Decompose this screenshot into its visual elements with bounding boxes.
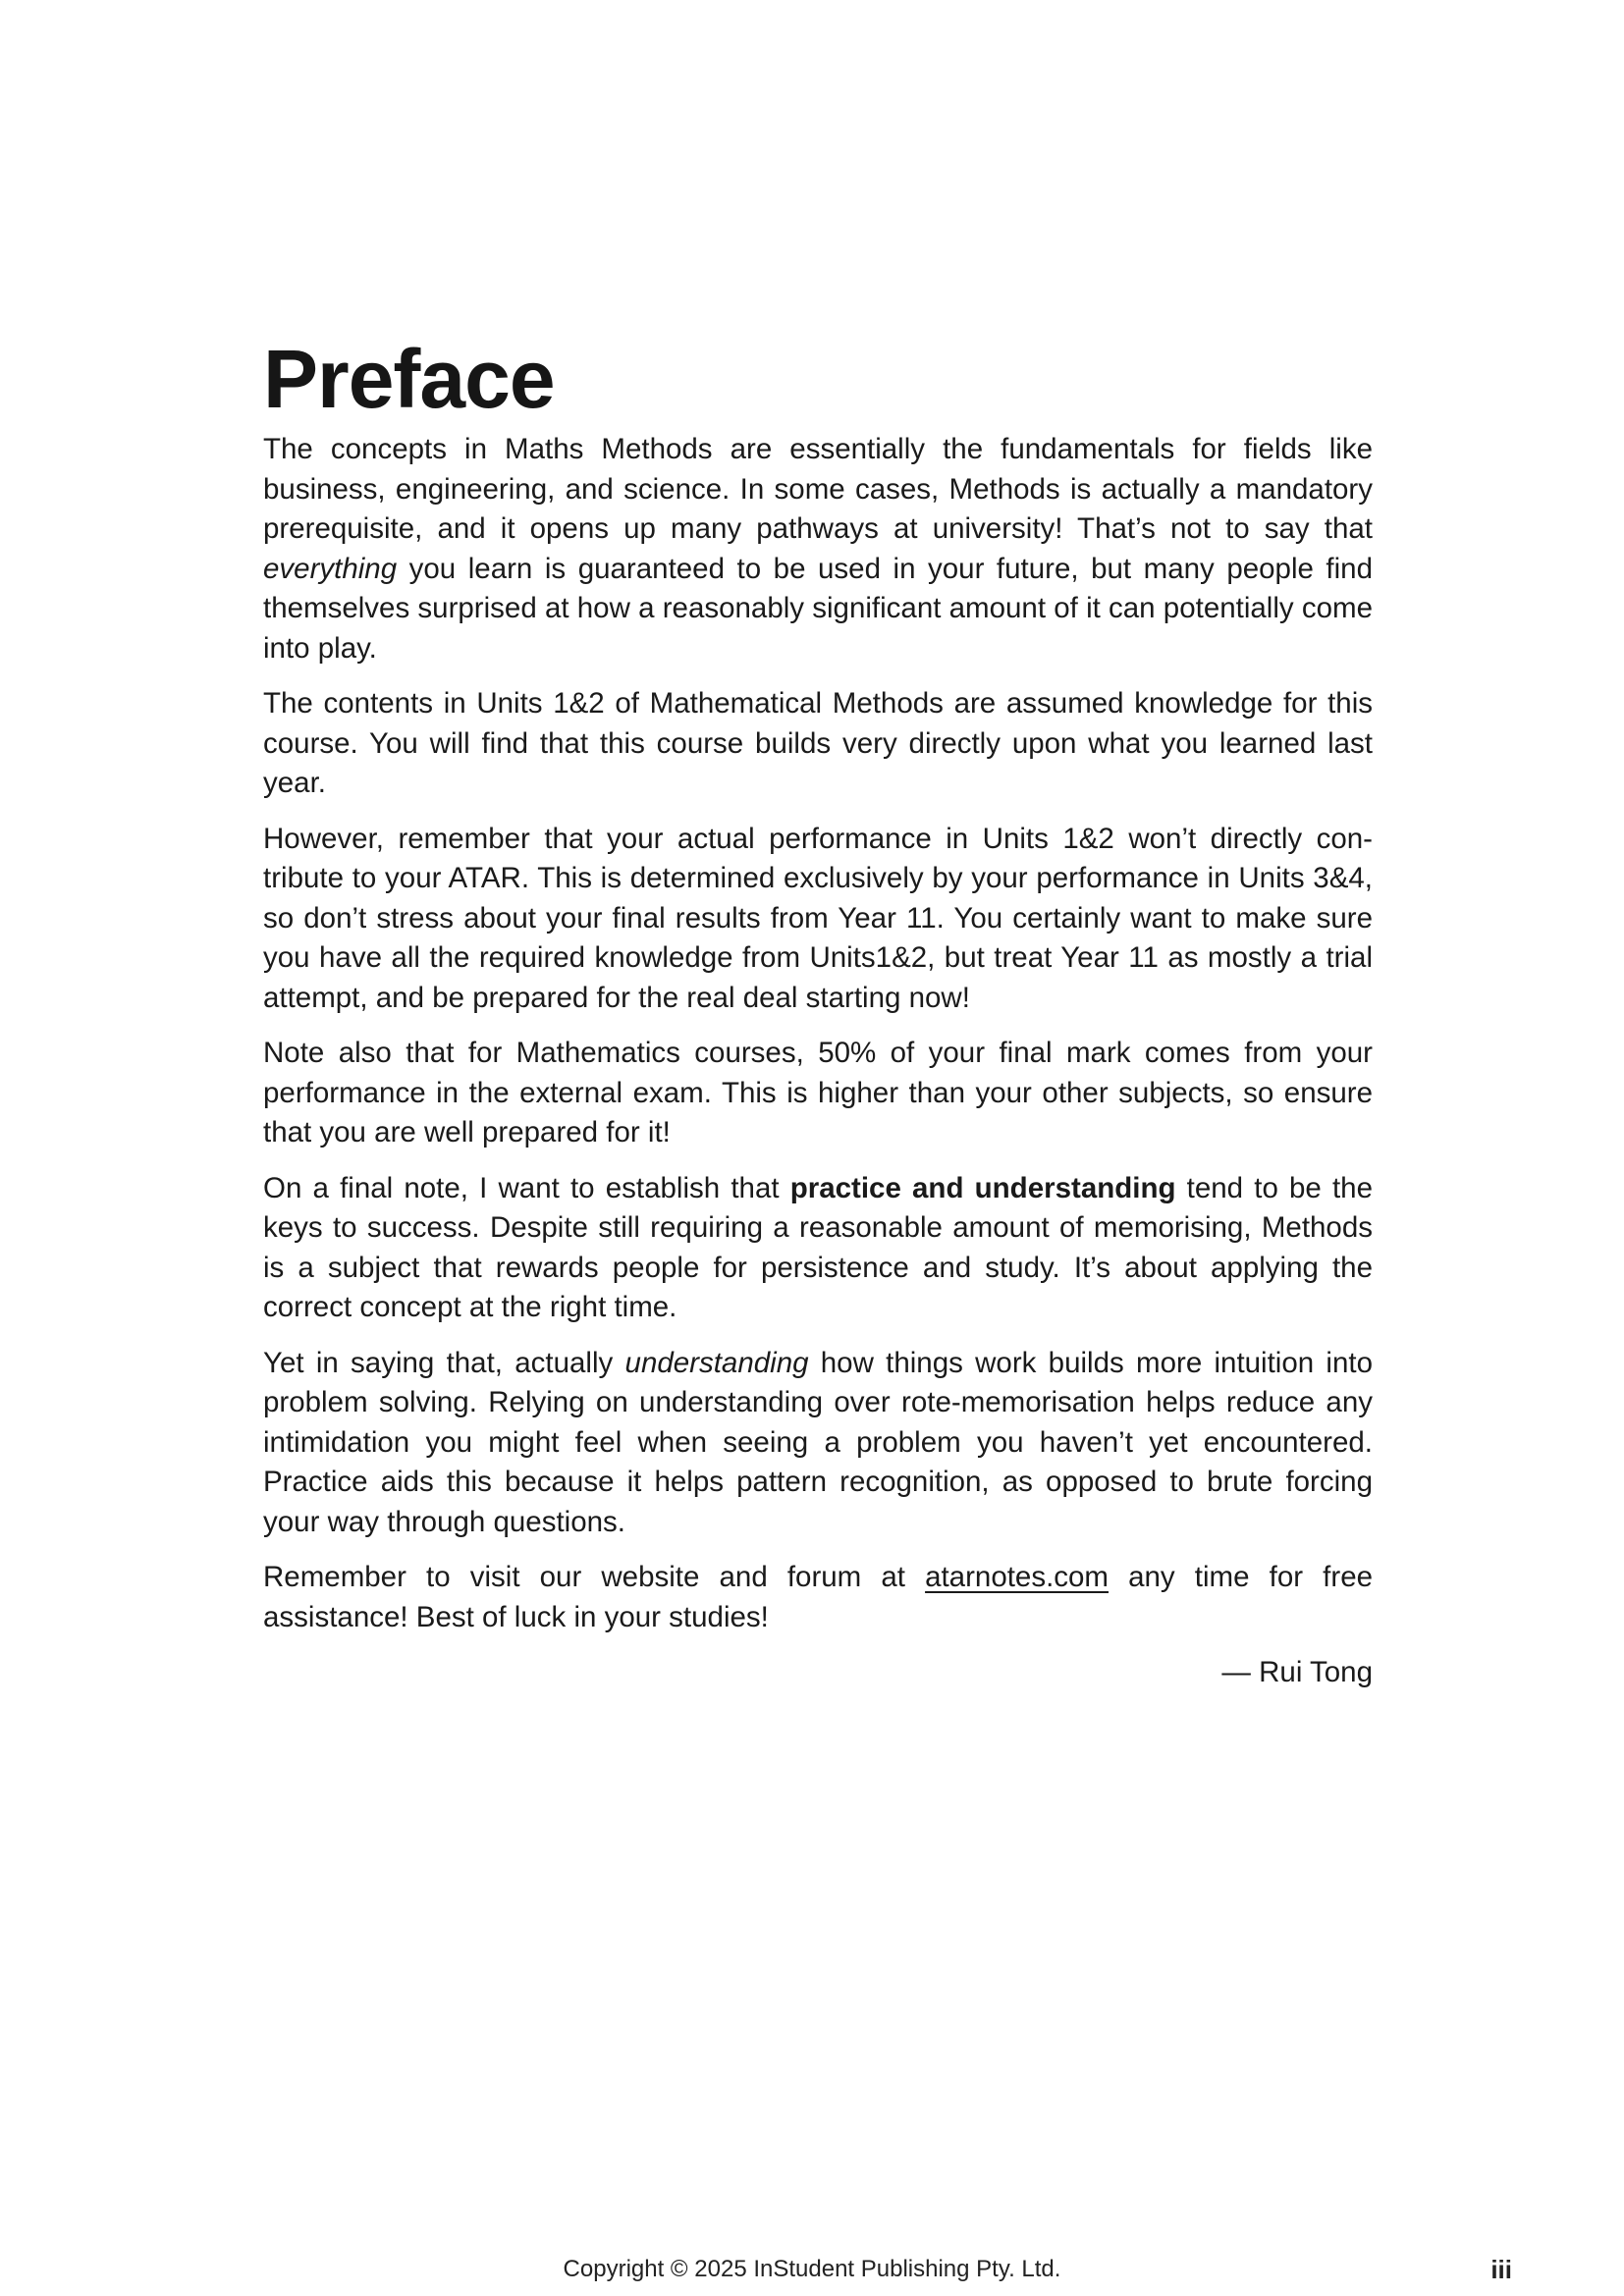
- paragraph-7: [263, 1558, 1373, 1637]
- page-number: iii: [1490, 2255, 1512, 2284]
- paragraph-1-text-b: you learn is guaranteed to be used in your future, but many people find themselves surprised at how a reasonably significant amount of it can potentially come into play.: [263, 552, 1373, 665]
- footer-copyright: Copyright © 2025 InStudent Publishing Pty. Ltd.: [563, 2256, 1061, 2282]
- paragraph-7-text-a: Remember to visit our website and forum at: [263, 1561, 926, 1593]
- paragraph-6: [263, 1344, 1373, 1543]
- website-link[interactable]: atarnotes.com: [925, 1561, 1110, 1593]
- paragraph-1: [263, 430, 1373, 668]
- paragraph-6-text-b: how things work builds more intuition into problem solving. Relying on understanding over rote-memorisation helps reduce any intimidation you might feel when seeing a problem you haven’t yet encountered. Practice aids this because it helps pattern recognition, as opposed to brute forcing your way through questions.: [263, 1346, 1373, 1538]
- paragraph-7-text-b: any time for free assistance! Best of luck in your studies!: [263, 1561, 1374, 1633]
- author-signature: — Rui Tong: [1221, 1656, 1373, 1688]
- paragraph-6-text-a: Yet in saying that, actually: [263, 1346, 625, 1379]
- page-title: Preface: [263, 333, 555, 425]
- paragraph-3: However, remember that your actual performance in Units 1&2 won’t directly contribute to your ATAR. This is determined exclusively by your performance in Units 3&4, so don’t stress about your final results from Year 11. You certainly want to make sure you have all the required knowledge from Units1&2, but treat Year 11 as mostly a trial attempt, and be prepared for the real deal starting now!: [263, 822, 1373, 1014]
- paragraph-5-text-a: On a final note, I want to establish that: [263, 1171, 790, 1204]
- paragraph-5-text-b: tend to be the keys to success. Despite still requiring a reasonable amount of memorising, Methods is a subject that rewards people for persistence and study. It’s about applying the correct concept at the right time.: [263, 1171, 1373, 1323]
- preface-content: [263, 332, 1373, 1692]
- paragraph-2: The contents in Units 1&2 of Mathematical Methods are assumed knowledge for this course. You will find that this course builds very directly upon what you learned last year.: [263, 687, 1373, 799]
- paragraph-4: Note also that for Mathematics courses, 50% of your final mark comes from your performance in the external exam. This is higher than your other subjects, so ensure that you are well prepared for it!: [263, 1037, 1373, 1148]
- paragraph-6-emphasis: understanding: [624, 1346, 809, 1379]
- paragraph-1-emphasis: everything: [263, 552, 398, 585]
- paragraph-5-bold: practice and understanding: [789, 1171, 1176, 1204]
- paragraph-1-text-a: The concepts in Maths Methods are essentially the fundamentals for fields like business, engineering, and science. In some cases, Methods is actually a mandatory prerequisite, and it opens up many pathways at university! That’s not to say that: [263, 433, 1373, 545]
- paragraph-5: [263, 1169, 1373, 1328]
